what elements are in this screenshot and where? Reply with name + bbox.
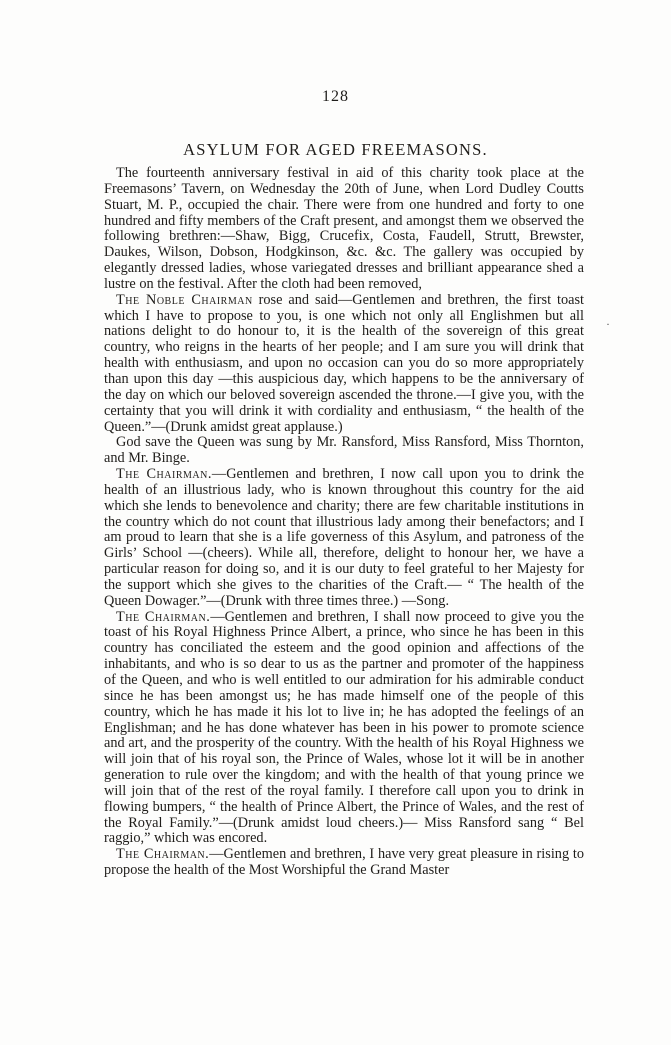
speaker-name: The Chairman. [116,466,212,483]
paragraph-noble-chairman [104,293,584,436]
article-body [104,166,584,879]
paragraph-text: —Gentlemen and brethren, I shall now proceed to give you the toast of his Royal Highness Prince Albert, a prince, who since he has been in this country has conciliated the esteem and the good opinion and affections of the inhabitants, and who is so dear to us as the partner and promoter of the happiness of the Queen, and who is well entitled to our admiration for his admirable conduct since he has been amongst us; he has made himself one of the people of this country, which he has made it his lot to live in; he has adopted the feelings of an Englishman; and he has done whatever has been in his power to promote science and art, and the prosperity of the country. With the health of his Royal Highness we will join that of his royal son, the Prince of Wales, whose lot it will be in another generation to rule over the kingdom; and with the health of that young prince we will join that of the rest of the royal family. I therefore call upon you to drink in flowing bumpers, “ the health of Prince Albert, the Prince of Wales, and the rest of the Royal Family.”—(Drunk amidst loud cheers.)— Miss Ransford sang “ Bel raggio,” which was encored. [104,608,584,847]
paragraph-text: God save the Queen was sung by Mr. Ransford, Miss Ransford, Miss Thornton, and Mr. Binge. [104,434,584,467]
speaker-name: The Noble Chairman [116,291,253,308]
paragraph-grand-master [104,847,584,879]
paragraph-opening [104,166,584,293]
paragraph-anthem [104,435,584,467]
paragraph-text: The fourteenth anniversary festival in aid of this charity took place at the Freemasons’ Tavern, on Wednesday the 20th of June, when Lord Dudley Coutts Stuart, M. P., occupied the chair. There were from one hundred and forty to one hundred and fifty members of the Craft present, and amongst them we observed the following brethren:—Shaw, Bigg, Crucefix, Costa, Faudell, Strutt, Brewster, Daukes, Wilson, Dobson, Hodgkinson, &c. &c. The gallery was occupied by elegantly dressed ladies, whose variegated dresses and brilliant appearance shed a lustre on the festival. After the cloth had been removed, [104,165,584,292]
speaker-name: The Chairman. [116,608,211,625]
margin-mark: · [606,317,610,331]
paragraph-text: rose and said—Gentlemen and brethren, the first toast which I have to propose to you, is one which not only all Englishmen but all nations delight to do honour to, it is the health of the sovereign of this great country, who reigns in the hearts of her people; and I am sure you will drink that health with enthusiasm, and upon no occasion can you do so more appropriately than upon this day —this auspicious day, which happens to be the anniversary of the day on which our beloved sovereign ascended the throne.—I give you, with the certainty that you will drink it with cordiality and enthusiasm, “ the health of the Queen.”—(Drunk amidst great applause.) [104,291,585,435]
speaker-name: The Chairman. [116,846,210,863]
paragraph-text: —Gentlemen and brethren, I have very great pleasure in rising to propose the health of the Most Worshipful the Grand Master [104,846,584,879]
page-number: 128 [322,88,349,105]
paragraph-queen-dowager [104,467,584,610]
article-heading: ASYLUM FOR AGED FREEMASONS. [183,140,488,159]
paragraph-prince-albert [104,610,584,848]
paragraph-text: —Gentlemen and brethren, I now call upon you to drink the health of an illustrious lady, who is known throughout this country for the aid which she lends to benevolence and charity; there are few charitable institutions in the country which do not count that illustrious lady among their benefactors; and I am proud to learn that she is a life governess of this Asylum, and patroness of the Girls’ School —(cheers). While all, therefore, delight to honour her, we have a particular reason for doing so, and it is our duty to feel grateful to her Majesty for the support which she gives to the charities of the Craft.— “ The health of the Queen Dowager.”—(Drunk with three times three.) —Song. [104,466,585,609]
